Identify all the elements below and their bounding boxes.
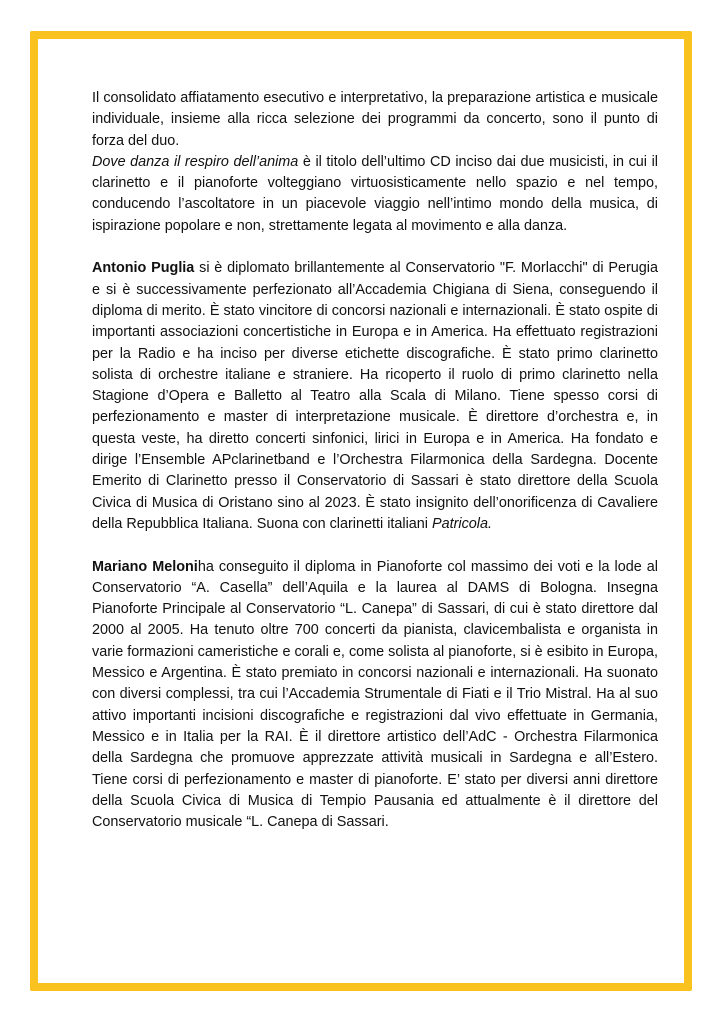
bio-text-meloni: ha conseguito il diploma in Pianoforte col massimo dei voti e la lode al Conservatorio “A. Casella” dell’Aquila e la laurea al DAMS di Bologna. Insegna Pianoforte Principale al Conservatorio “L. Canepa” di Sassari, di cui è stato direttore dal 2000 al 2005. Ha tenuto oltre 700 concerti da pianista, clavicembalista e organista in varie formazioni cameristiche e corali e, come solista al pianoforte, si è esibito in Europa, Messico e Argentina. È stato premiato in concorsi nazionali e internazionali. Ha suonato con diversi complessi, tra cui l’Accademia Strumentale di Fiati e il Trio Mistral. Ha al suo attivo importanti incisioni discografiche e registrazioni dal vivo effettuate in Germania, Messico e in Italia per la RAI. È il direttore artistico dell’AdC - Orchestra Filarmonica della Sardegna che promuove apprezzate attività musicali in Sardegna e all’Estero. Tiene corsi di perfezionamento e master di pianoforte. E’ stato per diversi anni direttore della Scuola Civica di Musica di Tempio Pausania ed attualmente è il direttore del Conservatorio musicale “L. Canepa di Sassari.: [92, 558, 658, 831]
paragraph-spacer: [92, 237, 658, 258]
cd-title: Dove danza il respiro dell’anima: [92, 153, 299, 170]
document-body: [92, 88, 658, 833]
bio-name-meloni: Mariano Meloni: [92, 558, 198, 575]
bio-name-puglia: Antonio Puglia: [92, 260, 195, 277]
bio-brand-patricola: Patricola.: [432, 515, 492, 532]
paragraph-spacer: [92, 535, 658, 556]
cd-paragraph: [92, 152, 658, 237]
cd-text: è il titolo dell’ultimo CD inciso dai due musicisti, in cui il clarinetto e il pianoforte volteggiano virtuosisticamente nello spazio e nel tempo, conducendo l’ascoltatore in un piacevole viaggio nell’intimo mondo della musica, di ispirazione popolare e non, strettamente legata al movimento e alla danza.: [92, 153, 658, 234]
intro-text: Il consolidato affiatamento esecutivo e interpretativo, la preparazione artistica e musicale individuale, insieme alla ricca selezione dei programmi da concerto, sono il punto di forza del duo.: [92, 90, 658, 149]
bio-mariano-meloni: [92, 557, 658, 834]
bio-text-puglia: si è diplomato brillantemente al Conservatorio "F. Morlacchi" di Perugia e si è successivamente perfezionato all’Accademia Chigiana di Siena, conseguendo il diploma di merito. È stato vincitore di concorsi nazionali e internazionali. È stato ospite di importanti associazioni concertistiche in Europa e in America. Ha effettuato registrazioni per la Radio e ha inciso per diverse etichette discografiche. È stato primo clarinetto solista di orchestre italiane e straniere. Ha ricoperto il ruolo di primo clarinetto nella Stagione d’Opera e Balletto al Teatro alla Scala di Milano. Tiene spesso corsi di perfezionamento e master di interpretazione musicale. È direttore d’orchestra e, in questa veste, ha diretto concerti sinfonici, lirici in Europa e in America. Ha fondato e dirige l’Ensemble APclarinetband e l’Orchestra Filarmonica della Sardegna. Docente Emerito di Clarinetto presso il Conservatorio di Sassari è stato direttore della Scuola Civica di Musica di Oristano sino al 2023. È stato insignito dell’onorificenza di Cavaliere della Repubblica Italiana. Suona con clarinetti italiani: [92, 260, 658, 532]
intro-paragraph: [92, 88, 658, 152]
bio-antonio-puglia: [92, 258, 658, 535]
